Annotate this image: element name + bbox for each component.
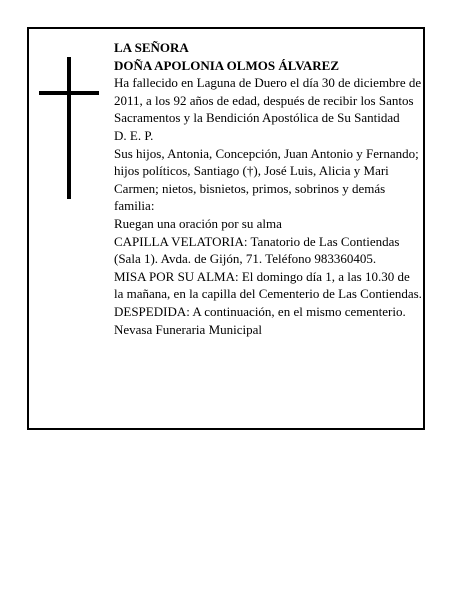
funeral-home: Nevasa Funeraria Municipal <box>114 321 263 337</box>
cross-horizontal-bar <box>39 91 99 95</box>
notice-heading: LA SEÑORA <box>114 40 189 55</box>
passing-statement: Ha fallecido en Laguna de Duero el día 30 de diciembre de 2011, a los 92 años de edad, después de recibir los Santos Sacramentos y la Bendición Apostólica de Su Santidad <box>114 75 422 126</box>
mass-info: MISA POR SU ALMA: El domingo día 1, a las 10.30 de la mañana, en la capilla del Cementerio de Las Contiendas. <box>114 268 422 302</box>
rest-in-peace: D. E. P. <box>114 127 154 143</box>
cross-vertical-bar <box>67 57 71 199</box>
obituary-notice <box>27 27 425 430</box>
cross-icon <box>39 57 99 199</box>
family-list: Sus hijos, Antonia, Concepción, Juan Antonio y Fernando; hijos políticos, Santiago (†), José Luis, Alicia y Mari Carmen; nietos, bisnietos, primos, sobrinos y demás familia: <box>114 145 419 214</box>
farewell-info: DESPEDIDA: A continuación, en el mismo cementerio. <box>114 303 406 319</box>
notice-text <box>114 39 422 338</box>
chapel-info: CAPILLA VELATORIA: Tanatorio de Las Contiendas (Sala 1). Avda. de Gijón, 71. Teléfono 983360405. <box>114 233 400 267</box>
deceased-name: DOÑA APOLONIA OLMOS ÁLVAREZ <box>114 57 340 73</box>
prayer-request: Ruegan una oración por su alma <box>114 215 282 231</box>
